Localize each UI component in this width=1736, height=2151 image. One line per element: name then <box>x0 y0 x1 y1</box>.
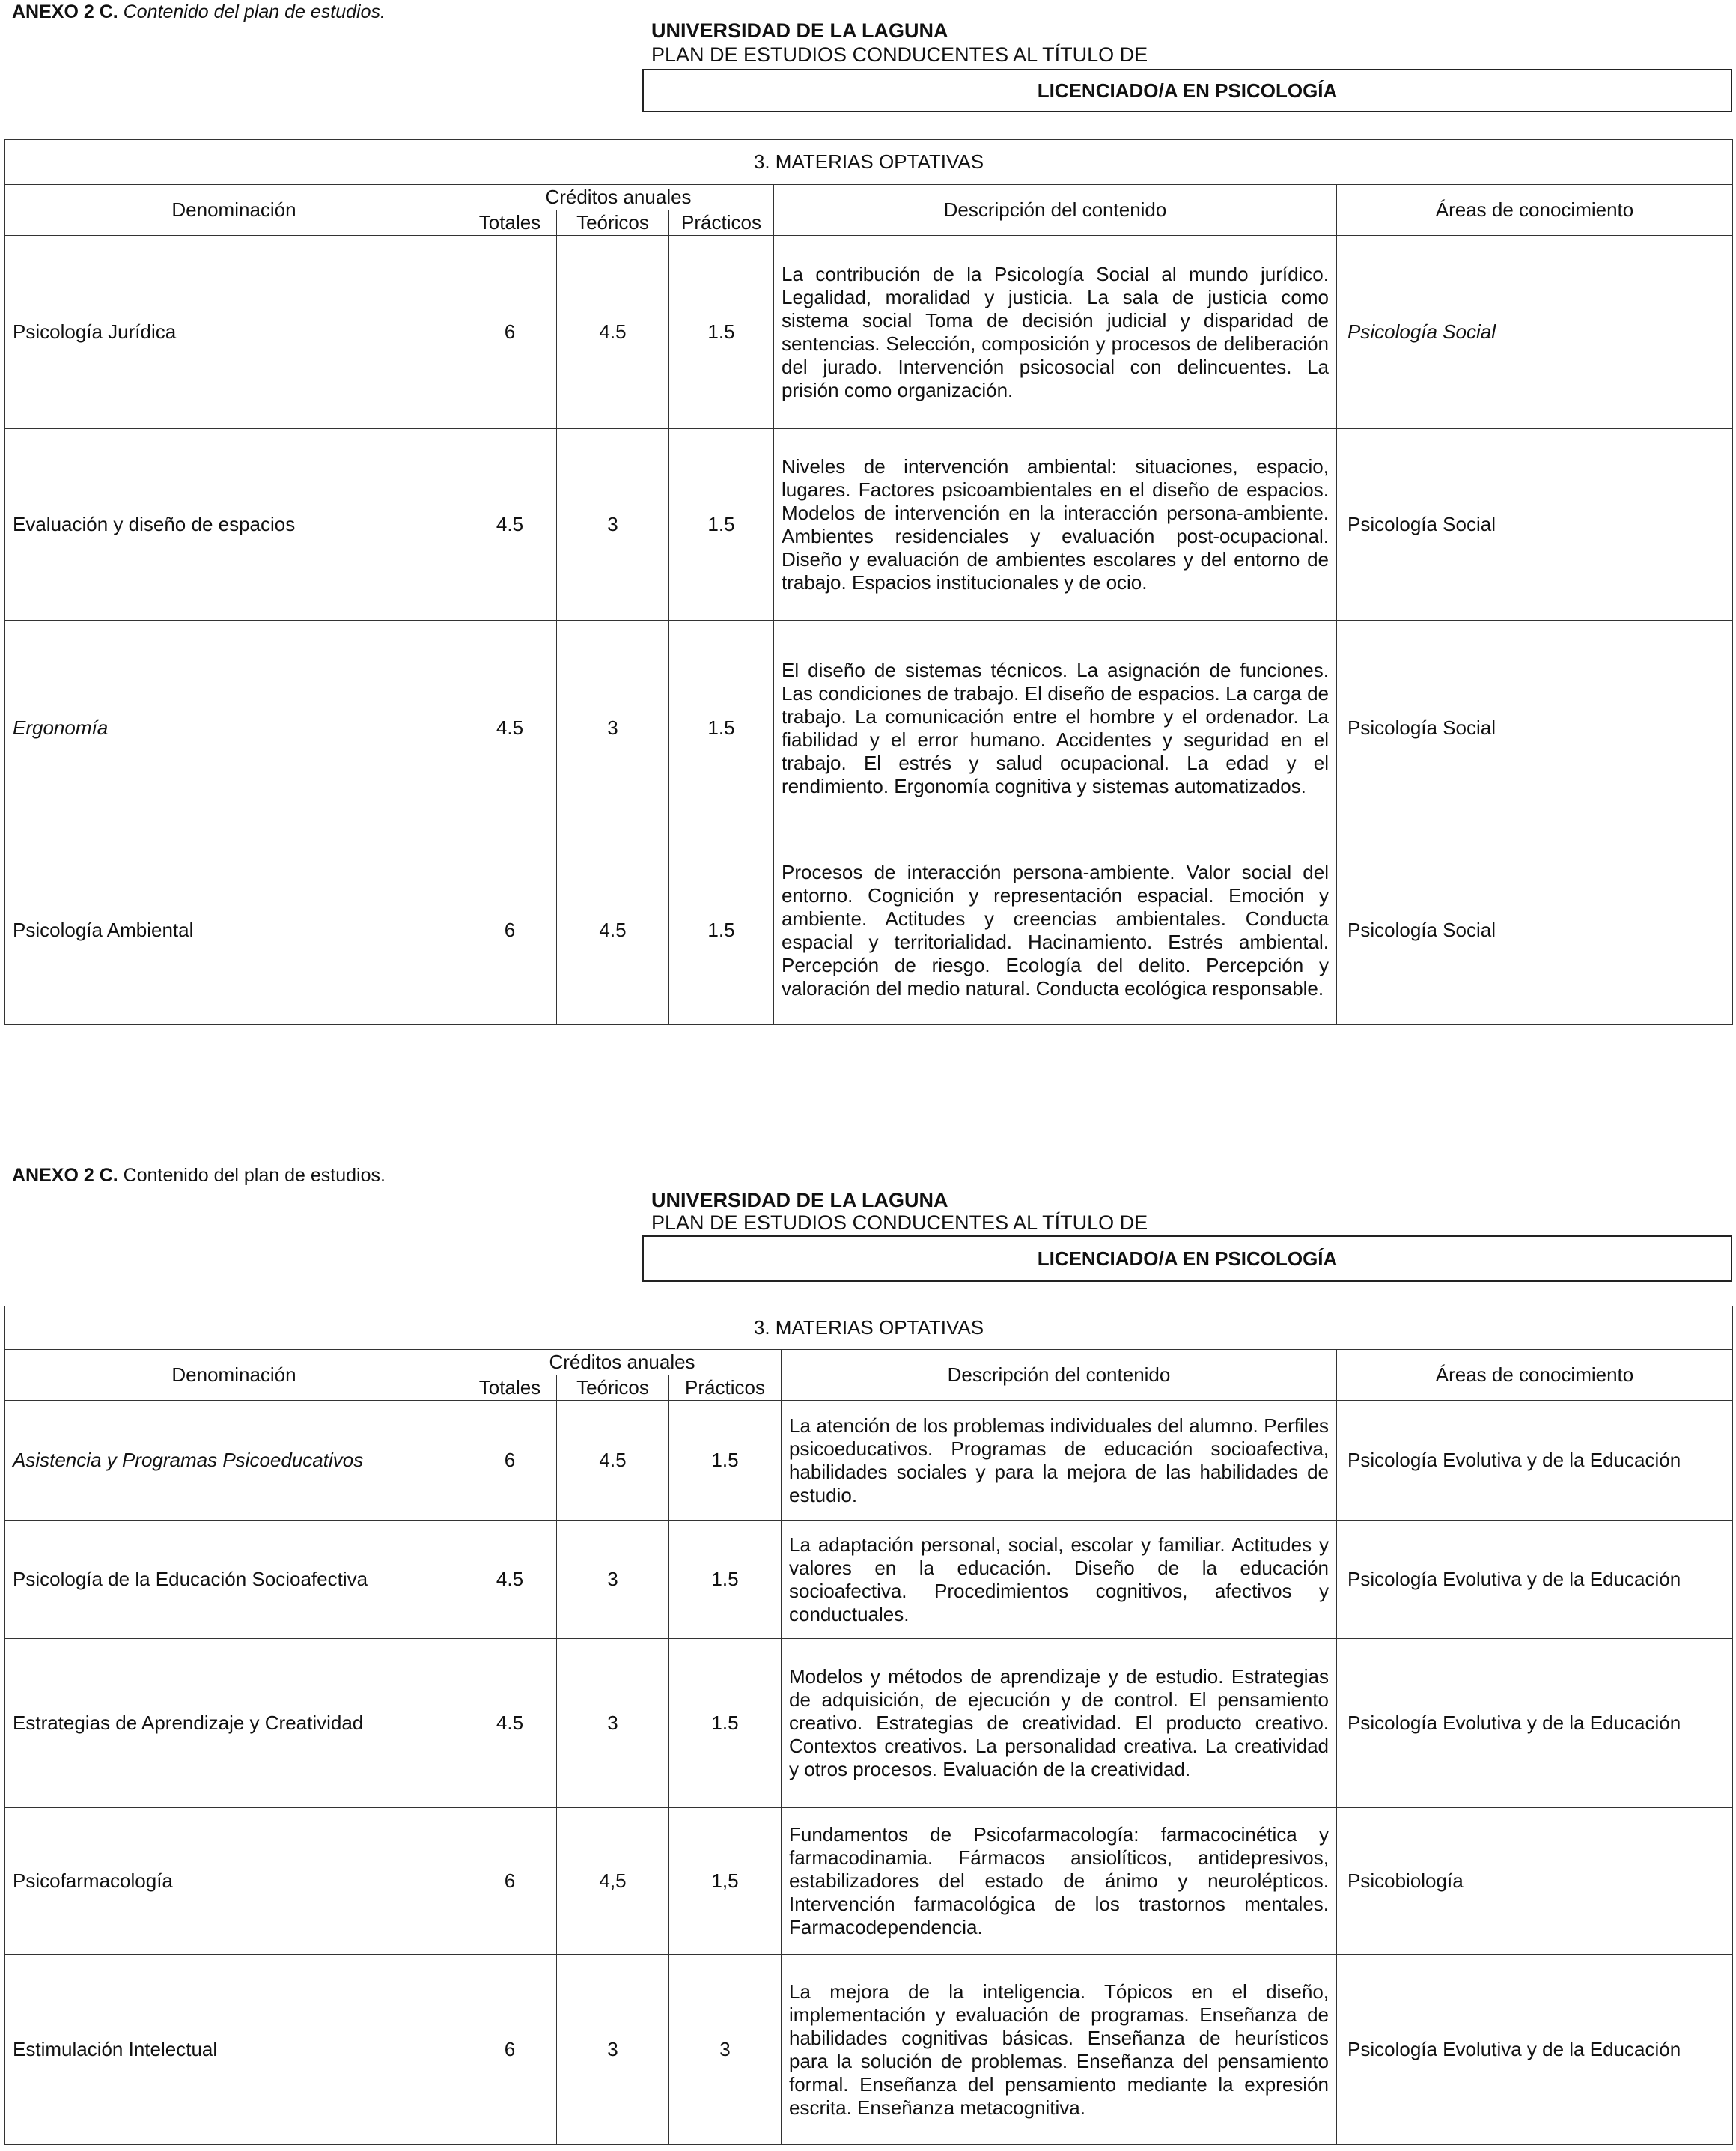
annex-heading <box>12 1165 386 1187</box>
credits-theory: 4.5 <box>557 1401 669 1521</box>
credits-practice: 1.5 <box>669 836 774 1025</box>
subject-description: La adaptación personal, social, escolar y familiar. Actitudes y valores en la educación. Diseño de la educación socioafectiva. Procedimientos cognitivos, afectivos y conductuales. <box>782 1521 1337 1639</box>
credits-total: 6 <box>463 236 557 429</box>
knowledge-area: Psicología Social <box>1337 429 1733 621</box>
credits-total: 6 <box>463 1955 557 2145</box>
header-credits: Créditos anuales <box>463 185 774 210</box>
credits-total: 4.5 <box>463 1639 557 1808</box>
subject-name: Psicología de la Educación Socioafectiva <box>5 1521 463 1639</box>
university-name: UNIVERSIDAD DE LA LAGUNA <box>651 1189 948 1211</box>
subject-description: Procesos de interacción persona-ambiente. Valor social del entorno. Cognición y representación espacial. Emoción y ambiente. Actitudes y creencias ambientales. Conducta espacial y territorialidad. Hacinamiento. Estrés ambiental. Percepción de riesgo. Ecología del delito. Percepción y valoración del medio natural. Conducta ecológica responsable. <box>774 836 1337 1025</box>
header-description: Descripción del contenido <box>774 185 1337 236</box>
knowledge-area: Psicología Social <box>1337 236 1733 429</box>
knowledge-area: Psicología Evolutiva y de la Educación <box>1337 1401 1733 1521</box>
degree-box <box>642 1235 1732 1282</box>
subject-description: Niveles de intervención ambiental: situaciones, espacio, lugares. Factores psicoambientales en el diseño de espacios. Modelos de intervención en la interacción persona-ambiente. Ambientes residenciales y evaluación post-ocupacional. Diseño y evaluación de ambientes escolares y del entorno de trabajo. Espacios institucionales y de ocio. <box>774 429 1337 621</box>
header-practice: Prácticos <box>669 1375 782 1401</box>
subject-description: Modelos y métodos de aprendizaje y de estudio. Estrategias de adquisición, de ejecución y de control. El pensamiento creativo. Estrategias de creatividad. El producto creativo. Contextos creativos. La personalidad creativa. La creatividad y otros procesos. Evaluación de la creatividad. <box>782 1639 1337 1808</box>
credits-theory: 3 <box>557 1639 669 1808</box>
credits-practice: 1.5 <box>669 1521 782 1639</box>
header-name: Denominación <box>5 185 463 236</box>
credits-total: 6 <box>463 836 557 1025</box>
credits-practice: 3 <box>669 1955 782 2145</box>
knowledge-area: Psicobiología <box>1337 1808 1733 1955</box>
credits-theory: 3 <box>557 621 669 836</box>
table-row <box>5 236 1733 429</box>
degree-title: LICENCIADO/A EN PSICOLOGÍA <box>1037 79 1338 102</box>
table-row <box>5 1955 1733 2145</box>
knowledge-area: Psicología Evolutiva y de la Educación <box>1337 1955 1733 2145</box>
header-description: Descripción del contenido <box>782 1350 1337 1401</box>
subjects-table <box>4 1306 1733 2145</box>
credits-practice: 1,5 <box>669 1808 782 1955</box>
header-total: Totales <box>463 210 557 236</box>
table-row <box>5 1639 1733 1808</box>
subject-description: La atención de los problemas individuales del alumno. Perfiles psicoeducativos. Programas de educación socioafectiva, habilidades sociales y para la mejora de las habilidades de estudio. <box>782 1401 1337 1521</box>
credits-practice: 1.5 <box>669 236 774 429</box>
knowledge-area: Psicología Social <box>1337 836 1733 1025</box>
subject-description: La mejora de la inteligencia. Tópicos en el diseño, implementación y evaluación de programas. Enseñanza de habilidades cognitivas básicas. Enseñanza de heurísticos para la solución de problemas. Enseñanza del pensamiento formal. Enseñanza del pensamiento mediante la expresión escrita. Enseñanza metacognitiva. <box>782 1955 1337 2145</box>
plan-title: PLAN DE ESTUDIOS CONDUCENTES AL TÍTULO DE <box>651 43 1148 66</box>
table-row <box>5 1521 1733 1639</box>
header-name: Denominación <box>5 1350 463 1401</box>
credits-theory: 3 <box>557 1521 669 1639</box>
header-areas: Áreas de conocimiento <box>1337 185 1733 236</box>
subject-name: Psicología Jurídica <box>5 236 463 429</box>
degree-box <box>642 69 1732 112</box>
subject-name: Estrategias de Aprendizaje y Creatividad <box>5 1639 463 1808</box>
header-credits: Créditos anuales <box>463 1350 782 1375</box>
subject-description: El diseño de sistemas técnicos. La asignación de funciones. Las condiciones de trabajo. El diseño de espacios. La carga de trabajo. La comunicación entre el hombre y el ordenador. La fiabilidad y el error humano. Accidentes y seguridad en el trabajo. El estrés y salud ocupacional. La edad y el rendimiento. Ergonomía cognitiva y sistemas automatizados. <box>774 621 1337 836</box>
subject-name: Evaluación y diseño de espacios <box>5 429 463 621</box>
credits-theory: 4,5 <box>557 1808 669 1955</box>
credits-total: 4.5 <box>463 429 557 621</box>
credits-theory: 4.5 <box>557 236 669 429</box>
subject-name: Psicología Ambiental <box>5 836 463 1025</box>
annex-heading <box>12 1 386 23</box>
table-row <box>5 1808 1733 1955</box>
subject-name: Psicofarmacología <box>5 1808 463 1955</box>
university-name: UNIVERSIDAD DE LA LAGUNA <box>651 19 948 42</box>
header-theory: Teóricos <box>557 1375 669 1401</box>
annex-text: Contenido del plan de estudios. <box>123 1165 386 1186</box>
knowledge-area: Psicología Evolutiva y de la Educación <box>1337 1639 1733 1808</box>
header-practice: Prácticos <box>669 210 774 236</box>
header-areas: Áreas de conocimiento <box>1337 1350 1733 1401</box>
header-total: Totales <box>463 1375 557 1401</box>
annex-label: ANEXO 2 C. <box>12 1165 118 1186</box>
header-theory: Teóricos <box>557 210 669 236</box>
degree-title: LICENCIADO/A EN PSICOLOGÍA <box>1037 1247 1338 1270</box>
credits-total: 6 <box>463 1401 557 1521</box>
plan-title: PLAN DE ESTUDIOS CONDUCENTES AL TÍTULO DE <box>651 1211 1148 1234</box>
credits-theory: 3 <box>557 1955 669 2145</box>
table-row <box>5 836 1733 1025</box>
table-title: 3. MATERIAS OPTATIVAS <box>5 140 1733 185</box>
credits-theory: 4.5 <box>557 836 669 1025</box>
table-title: 3. MATERIAS OPTATIVAS <box>5 1306 1733 1350</box>
subject-name: Asistencia y Programas Psicoeducativos <box>5 1401 463 1521</box>
annex-text: Contenido del plan de estudios. <box>123 1 386 22</box>
credits-practice: 1.5 <box>669 1639 782 1808</box>
credits-theory: 3 <box>557 429 669 621</box>
credits-total: 6 <box>463 1808 557 1955</box>
subjects-table <box>4 139 1733 1025</box>
annex-label: ANEXO 2 C. <box>12 1 118 22</box>
subject-description: La contribución de la Psicología Social al mundo jurídico. Legalidad, moralidad y justicia. La sala de justicia como sistema social Toma de decisión judicial y disparidad de sentencias. Selección, composición y procesos de deliberación del jurado. Intervención psicosocial con delincuentes. La prisión como organización. <box>774 236 1337 429</box>
credits-practice: 1.5 <box>669 429 774 621</box>
table-row <box>5 621 1733 836</box>
table-row <box>5 429 1733 621</box>
subject-name: Ergonomía <box>5 621 463 836</box>
credits-total: 4.5 <box>463 621 557 836</box>
knowledge-area: Psicología Social <box>1337 621 1733 836</box>
table-row <box>5 1401 1733 1521</box>
credits-practice: 1.5 <box>669 621 774 836</box>
credits-practice: 1.5 <box>669 1401 782 1521</box>
credits-total: 4.5 <box>463 1521 557 1639</box>
knowledge-area: Psicología Evolutiva y de la Educación <box>1337 1521 1733 1639</box>
subject-name: Estimulación Intelectual <box>5 1955 463 2145</box>
subject-description: Fundamentos de Psicofarmacología: farmacocinética y farmacodinamia. Fármacos ansiolíticos, antidepresivos, estabilizadores del estado de ánimo y neurolépticos. Intervención farmacológica de los trastornos mentales. Farmacodependencia. <box>782 1808 1337 1955</box>
